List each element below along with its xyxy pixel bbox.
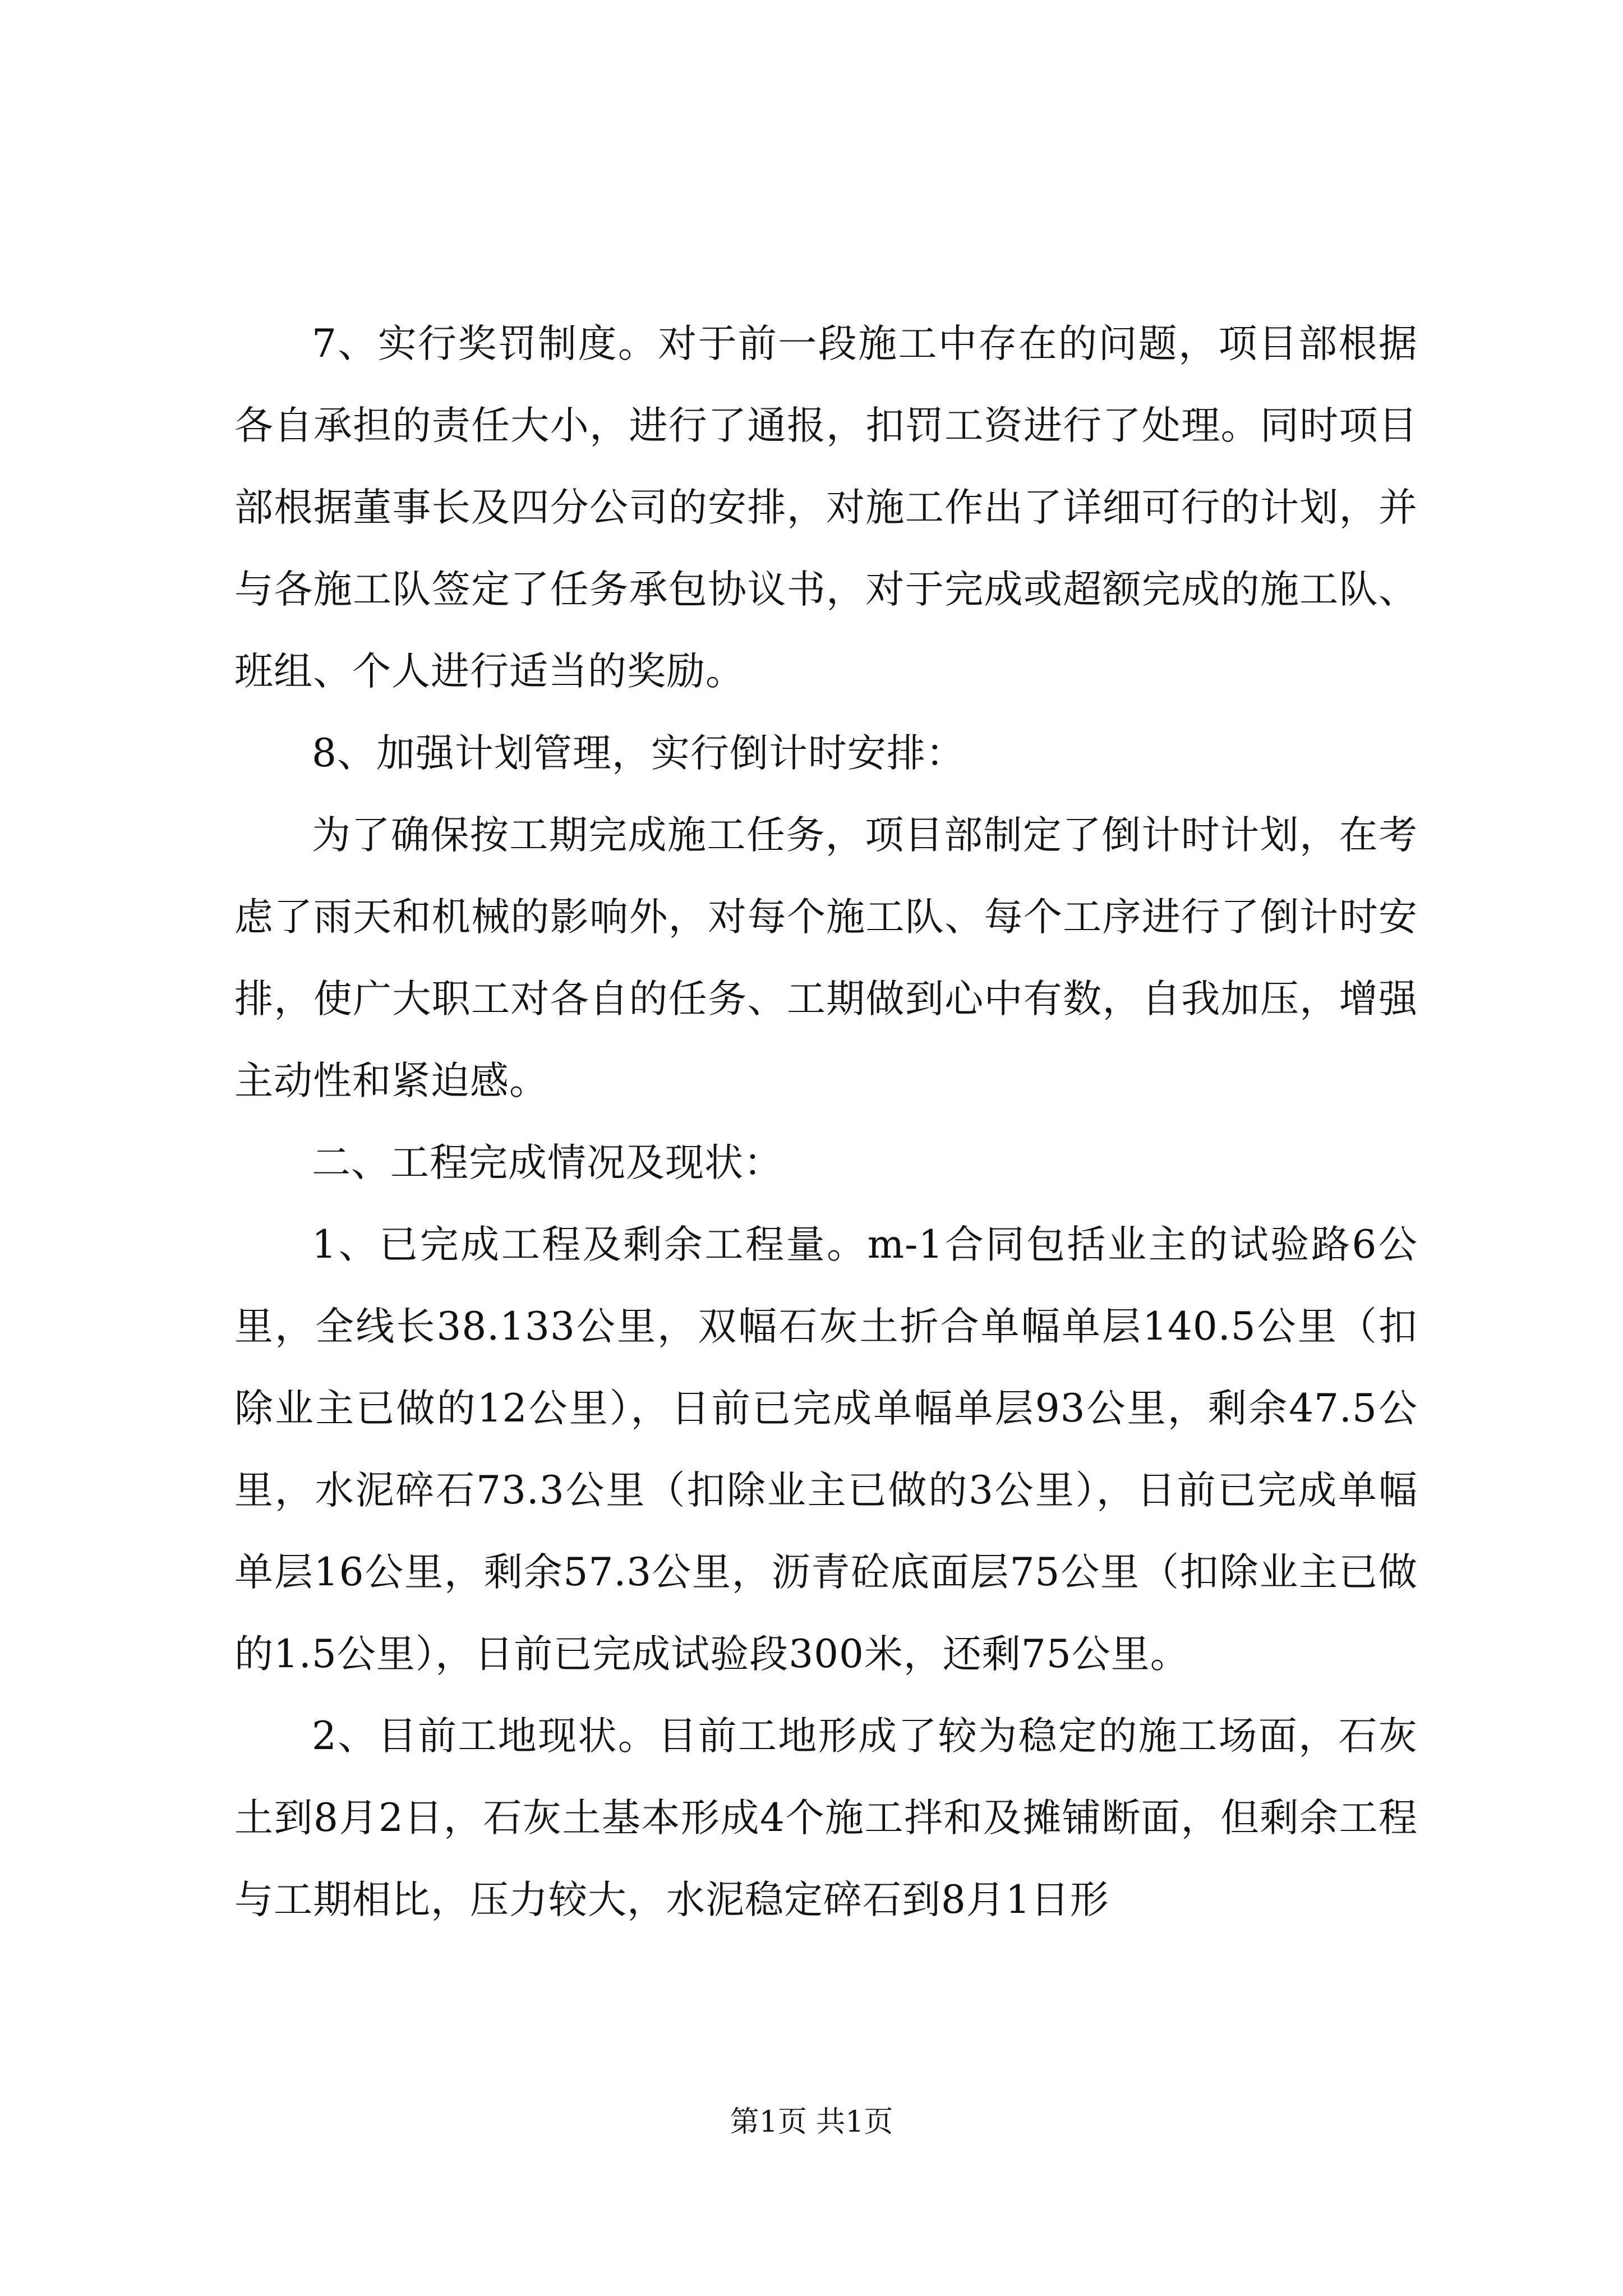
paragraph-reward-penalty: 7、实行奖罚制度。对于前一段施工中存在的问题，项目部根据各自承担的责任大小，进行了通报，扣罚工资进行了处理。同时项目部根据董事长及四分公司的安排，对施工作出了详细可行的计划，并与各施工队签定了任务承包协议书，对于完成或超额完成的施工队、班组、个人进行适当的奖励。 [234,321,1418,694]
paragraph-completed-remaining-work: 1、已完成工程及剩余工程量。m-1合同包括业主的试验路6公里，全线长38.133公里，双幅石灰土折合单幅单层140.5公里（扣除业主已做的12公里），日前已完成单幅单层93公里，剩余47.5公里，水泥碎石73.3公里（扣除业主已做的3公里），日前已完成单幅单层16公里，剩余57.3公里，沥青砼底面层75公里（扣除业主已做的1.5公里），日前已完成试验段300米，还剩75公里。 [234,1222,1418,1677]
document-body [234,303,1418,1941]
page-number-footer: 第1页 共1页 [730,2105,893,2139]
paragraph-countdown-plan: 为了确保按工期完成施工任务，项目部制定了倒计时计划，在考虑了雨天和机械的影响外，对每个施工队、每个工序进行了倒计时安排，使广大职工对各自的任务、工期做到心中有数，自我加压，增强主动性和紧迫感。 [234,813,1418,1103]
paragraph-plan-management-heading: 8、加强计划管理，实行倒计时安排： [312,731,965,776]
paragraph-current-site-status: 2、目前工地现状。目前工地形成了较为稳定的施工场面，石灰土到8月2日，石灰土基本形成4个施工拌和及摊铺断面，但剩余工程与工期相比，压力较大，水泥稳定碎石到8月1日形 [234,1714,1418,1922]
section-heading-project-status: 二、工程完成情况及现状： [312,1140,783,1185]
